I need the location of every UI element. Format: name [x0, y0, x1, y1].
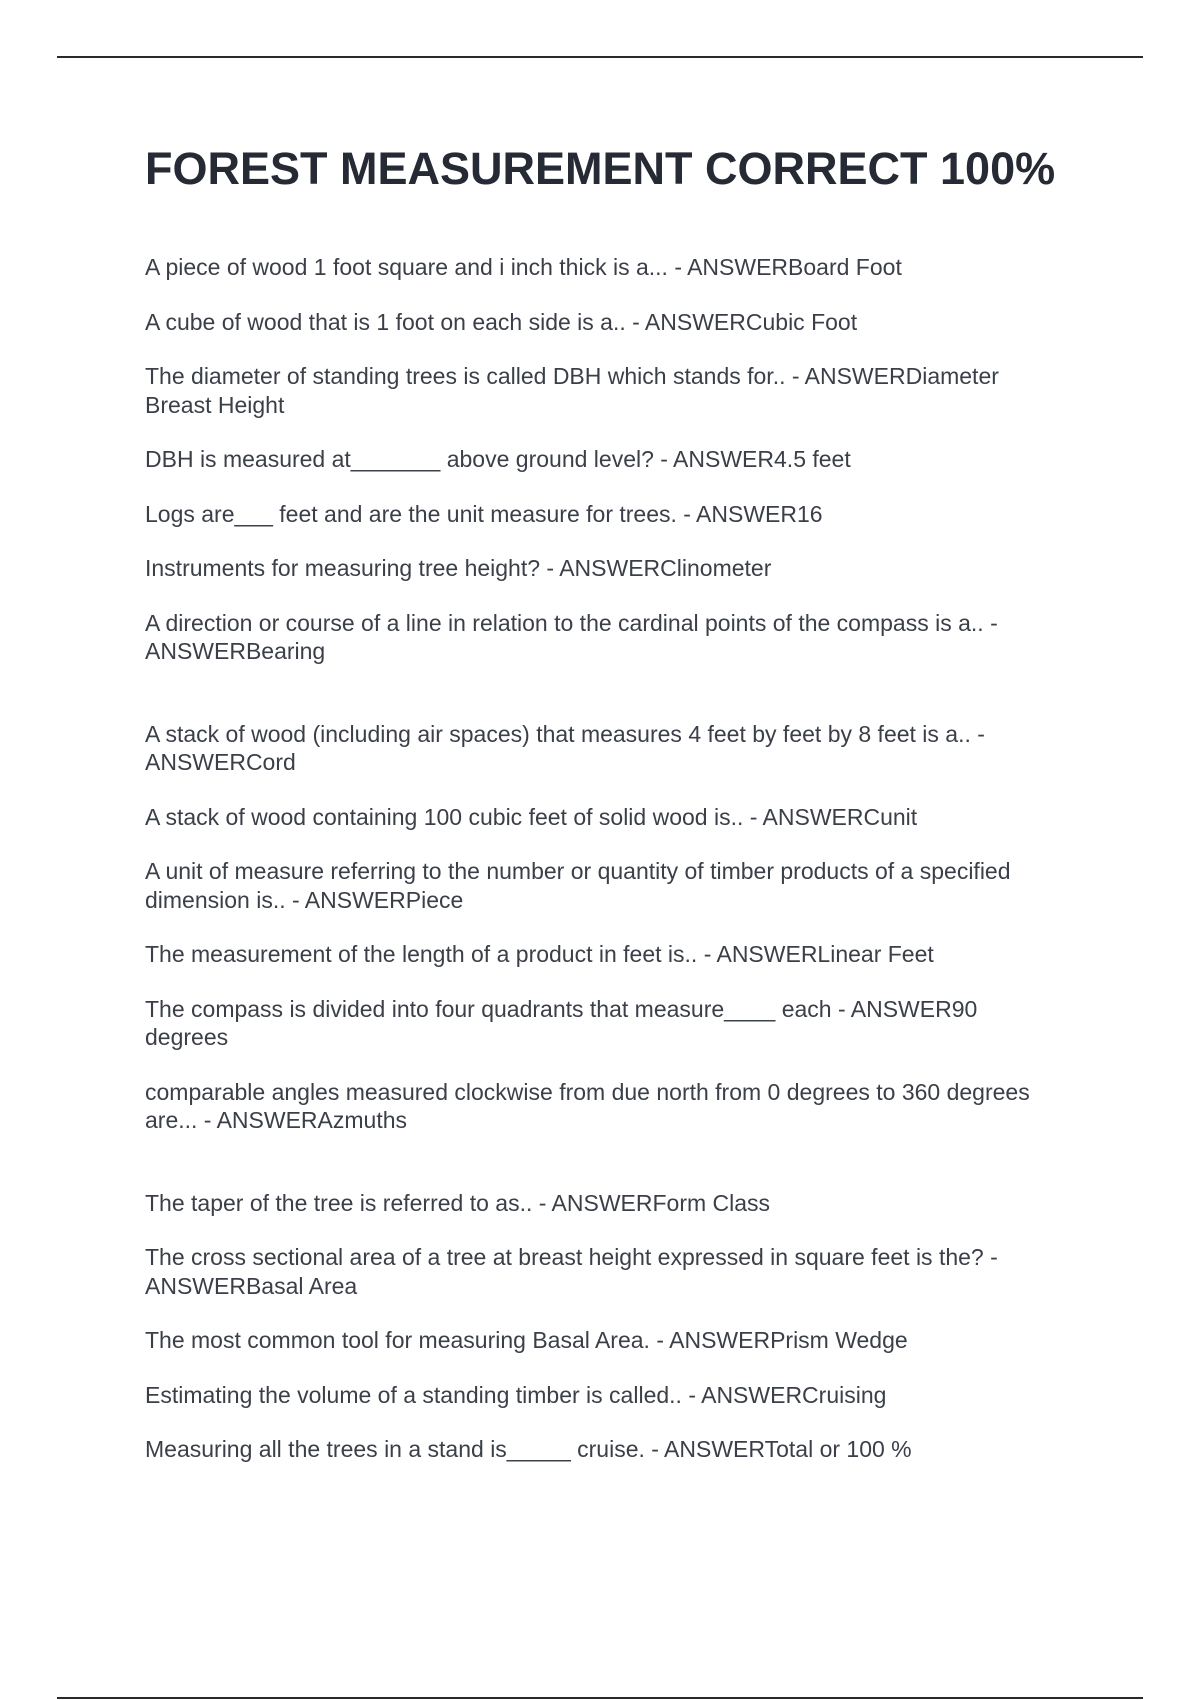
qa-item: The most common tool for measuring Basal Area. - ANSWERPrism Wedge	[145, 1327, 908, 1353]
qa-item: comparable angles measured clockwise from due north from 0 degrees to 360 degrees are... - ANSWERAzmuths	[145, 1078, 1030, 1133]
qa-item: The measurement of the length of a product in feet is.. - ANSWERLinear Feet	[145, 941, 934, 967]
qa-item: A stack of wood containing 100 cubic feet of solid wood is.. - ANSWERCunit	[145, 803, 918, 830]
qa-item: A cube of wood that is 1 foot on each side is a.. - ANSWERCubic Foot	[145, 308, 858, 335]
qa-item: The diameter of standing trees is called DBH which stands for.. - ANSWERDiameter Breast Height	[145, 363, 999, 418]
qa-item: A direction or course of a line in relation to the cardinal points of the compass is a.. - ANSWERBearing	[145, 609, 998, 664]
qa-item: DBH is measured at_______ above ground level? - ANSWER4.5 feet	[145, 446, 851, 472]
qa-item: Logs are___ feet and are the unit measure for trees. - ANSWER16	[145, 500, 823, 527]
qa-item: A unit of measure referring to the number or quantity of timber products of a specified dimension is.. - ANSWERPiece	[145, 858, 1011, 913]
qa-item: Instruments for measuring tree height? - ANSWERClinometer	[145, 555, 772, 581]
qa-item: The compass is divided into four quadrants that measure____ each - ANSWER90 degrees	[145, 995, 978, 1050]
qa-item: Estimating the volume of a standing timber is called.. - ANSWERCruising	[145, 1381, 887, 1408]
bottom-divider	[57, 1697, 1143, 1699]
qa-item: The cross sectional area of a tree at breast height expressed in square feet is the? - ANSWERBasal Area	[145, 1244, 998, 1299]
qa-item: A stack of wood (including air spaces) that measures 4 feet by feet by 8 feet is a.. - ANSWERCord	[145, 720, 985, 775]
document-title: FOREST MEASUREMENT CORRECT 100%	[145, 143, 1056, 194]
document-body	[145, 140, 1065, 1464]
qa-item: A piece of wood 1 foot square and i inch thick is a... - ANSWERBoard Foot	[145, 254, 902, 280]
qa-item: The taper of the tree is referred to as.. - ANSWERForm Class	[145, 1189, 771, 1216]
qa-item: Measuring all the trees in a stand is_____ cruise. - ANSWERTotal or 100 %	[145, 1436, 912, 1462]
top-divider	[57, 56, 1143, 58]
